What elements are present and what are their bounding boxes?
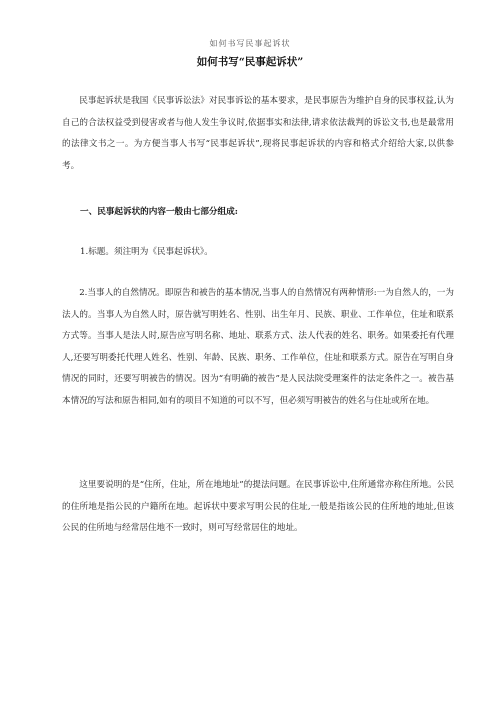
note-paragraph: 这里要说明的是“住所，住址，所在地地址”的提法问题。在民事诉讼中,住所通常亦称住所地。公民的住所地是指公民的户籍所在地。起诉状中要求写明公民的住址,一般是指该公民的住所地的地址,但该公民的住所地与经常居住地不一致时，则可写经常居住的地址。 [62, 480, 454, 533]
section-heading: 一、民事起诉状的内容一般由七部分组成: [80, 207, 238, 217]
document-title: 如何书写“民事起诉状” [196, 56, 304, 68]
intro-paragraph: 民事起诉状是我国《民事诉讼法》对民事诉讼的基本要求，是民事原告为维护自身的民事权益,认为自己的合法权益受到侵害或者与他人发生争议时,依据事实和法律,请求依法裁判的诉讼文书,也是最常用的法律文书之一。为方便当事人书写“民事起诉状”,现将民事起诉状的内容和格式介绍给大家,以供参考。 [62, 96, 454, 171]
running-header: 如何书写民事起诉状 [209, 39, 291, 48]
item-parties-paragraph: 2.当事人的自然情况。即原告和被告的基本情况,当事人的自然情况有两种情形:一为自然人的，一为法人的。当事人为自然人时，原告就写明姓名、性别、出生年月、民族、职业、工作单位，住址和联系方式等。当事人是法人时,原告应写明名称、地址、联系方式、法人代表的姓名、职务。如果委托有代理人,还要写明委托代理人姓名、性别、年龄、民族、职务、工作单位，住址和联系方式。原告在写明自身情况的同时，还要写明被告的情况。因为“有明确的被告”是人民法院受理案件的法定条件之一。被告基本情况的写法和原告相同,如有的项目不知道的可以不写，但必须写明被告的姓名与住址或所在地。 [62, 288, 454, 406]
item-title: 1.标题。须注明为《民事起诉状》。 [80, 247, 213, 257]
